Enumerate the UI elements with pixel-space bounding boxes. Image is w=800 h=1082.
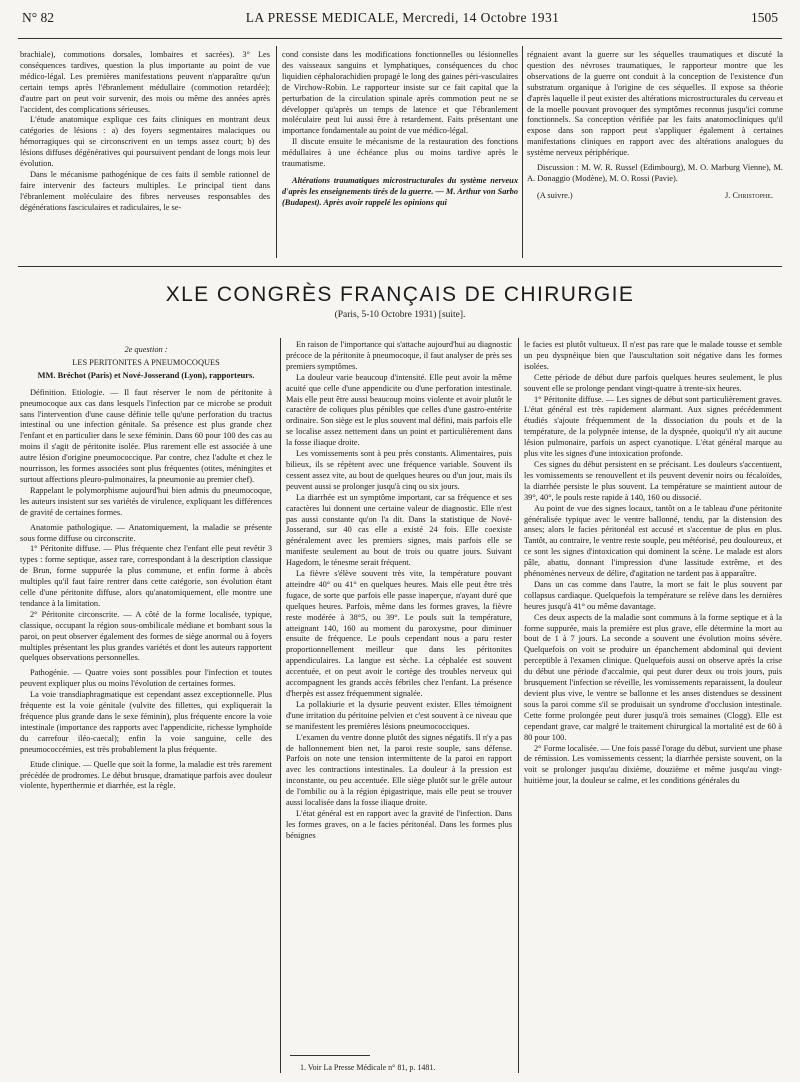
question-label: 2e question :: [124, 345, 168, 354]
footnote: 1. Voir La Presse Médicale n° 81, p. 1481.: [300, 1063, 436, 1072]
paragraph: La diarrhée est un symptôme important, car sa fréquence et ses caractères lui donnent une certaine valeur de diagnostic. Elle n'est pas aussi constante qu'on l'a dit. Dans la statistique de Nové-Josserand, sur 40 cas elle a existé 24 fois. Elle coexiste généralement avec les premiers signes, mais parfois elle se manifeste seulement au bout de trois ou quatre jours. Suivant Hagedorn, le ténesme serait fréquent.: [286, 492, 512, 568]
paragraph: cond consiste dans les modifications fonctionnelles ou lésionnelles des vaisseaux sanguins et lymphatiques, conséquences du choc liquidien céphalorachidien propagé le long des gaines péri-vasculaires de Virchow-Robin. Le rapporteur insiste sur ce fait capital que la perturbation de la circulation spinale après commotion peut ne se développer qu'après un temps de latence et que l'ébranlement moléculaire peut lui aussi être à retardement. Faits présentant une importance fondamentale au point de vue médico-légal.: [282, 50, 518, 136]
issue-number: N° 82: [22, 10, 55, 25]
paragraph: Dans un cas comme dans l'autre, la mort se fait le plus souvent par collapsus cardiaque. Quelquefois la température se relève dans les dernières heures jusqu'à 41° ou même davantage.: [524, 579, 782, 611]
congress-title: XLE CONGRÈS FRANÇAIS DE CHIRURGIE: [165, 283, 635, 306]
paragraph: Pathogénie. — Quatre voies sont possibles pour l'infection et toutes peuvent expliquer plus ou moins l'évolution de certaines formes.: [20, 668, 272, 689]
top-column-2: [282, 50, 518, 209]
to-be-continued: (A suivre.): [537, 190, 573, 200]
paragraph: L'état général est en rapport avec la gravité de l'infection. Dans les formes graves, on a le facies péritonéal. Dans les formes plus bénignes: [286, 808, 512, 840]
paragraph: Les vomissements sont à peu près constants. Alimentaires, puis bilieux, ils se répètent avec une fréquence variable. Souvent ils cessent assez vite, au bout de quelques heures ou d'un jour, mais ils peuvent aussi se prolonger jusqu'à cinq ou six jours.: [286, 449, 512, 491]
paragraph: 2° Forme localisée. — Une fois passé l'orage du début, survient une phase de rémission. Les vomissements cessent; la diarrhée persiste souvent, on la voit se prolonger jusqu'au dixième, douzième et même jusqu'au vingt-huitième jour, la douleur se calme, et les conditions générales du: [524, 743, 782, 786]
paragraph: Dans le mécanisme pathogénique de ces faits il semble rationnel de faire intervenir des facteurs multiples. Le principal tient dans l'ébranlement moléculaire des fibres nerveuses responsables des dégénérations fasciculaires et radiculaires, le se-: [20, 169, 270, 212]
paragraph: Définition. Etiologie. — Il faut réserver le nom de péritonite à pneumocoque aux cas dans lesquels l'infection par ce microbe se produit sans l'intervention d'une cause définie telle qu'une perforation du tractus intestinal ou une infection génitale. Sa présence est plus grande chez l'enfant et en particulier dans le sexe féminin. Dans 60 pour 100 des cas au moins il s'agit de péritonite isolée. Plus rarement elle est associée à une autre lésion d'origine pneumococcique. Par contre, chez l'adulte et chez le nourrisson, les formes associées sont plus fréquentes (otites, méningites et surtout affections pleuro-pulmonaires, la pneumonie au premier chef).: [20, 387, 272, 484]
paragraph: 2° Péritonite circonscrite. — A côté de la forme localisée, typique, classique, occupant la région sous-ombilicale médiane et bombant sous la paroi, on peut observer également des formes de siège anormal ou à foyers multiples présentant les plus grandes variétés et dont les auteurs rapportent quelques observations personnelles.: [20, 609, 272, 663]
discussion: Discussion : M. W. R. Russel (Edimbourg), M. O. Marburg Vienne), M. A. Donaggio (Modène), M. O. Rossi (Pavie).: [527, 163, 783, 183]
paragraph: La fièvre s'élève souvent très vite, la température pouvant atteindre 40° ou 41° en quelques heures. Mais elle peut être très fugace, de sorte que parfois elle passe inaperçue, n'ayant duré que quelques heures. Parfois, même dans les formes graves, la fièvre reste modérée à 38°5, ou 39°. Le pouls suit la température, atteignant 140, 160 au moment du paroxysme, pour diminuer ensuite de fréquence. Le pouls cependant nous a paru rester proportionnellement meilleur que dans les péritonites appendiculaires. La langue est sèche. La céphalée est souvent accentuée, et on peut avoir le cortège des troubles nerveux qui accompagnent les grands accès fébriles chez l'enfant. La présence d'herpès est assez fréquemment signalée.: [286, 569, 512, 698]
paragraph: Etude clinique. — Quelle que soit la forme, la maladie est très rarement précédée de prodromes. Le début brusque, dramatique parfois avec douleur violente, hyperthermie et diarrhée, est la règle.: [20, 759, 272, 791]
header-rule: [18, 38, 782, 39]
paragraph: La voie transdiaphragmatique est cependant assez exceptionnelle. Plus fréquente est la voie génitale (vulvite des fillettes, qui expliquerait la fréquence plus grande dans le sexe féminin), plus fréquente encore la voie intestinale (importance des rapports avec l'appendicite, richesse lymphoïde du carrefour iléo-caecal); enfin la voie sanguine, celle des pneumococcémies, est très probablement la plus fréquente.: [20, 690, 272, 754]
paragraph: 1° Péritonite diffuse. — Plus fréquente chez l'enfant elle peut revêtir 3 types : forme septique, assez rare, correspondant à la description classique de Brun, forme suppurée la plus commune, et enfin forme à abcès multiples qu'il faut faire rentrer dans cette catégorie, son évolution étant celle d'une péritonite diffuse, alors qu'anatomiquement, elle montre une tendance à la limitation.: [20, 544, 272, 608]
paragraph: Rappelant le polymorphisme aujourd'hui bien admis du pneumocoque, les auteurs insistent sur ses variétés de virulence, expliquant les différences de gravité de certaines formes.: [20, 485, 272, 517]
paragraph: brachiale), commotions dorsales, lombaires et sacrées). 3° Les conséquences tardives, question la plus importante au point de vue médico-légal. Les premières manifestations peuvent n'apparaître qu'un certain temps après l'ébranlement médullaire (commotion retardée); d'autre part on peut voir survenir, des mois ou même des années après l'accident, des complications sérieuses.: [20, 50, 270, 114]
paragraph: La douleur varie beaucoup d'intensité. Elle peut avoir la même acuité que celle d'une appendicite ou d'une perforation intestinale. Mais elle peut être aussi beaucoup moins violente et avoir plutôt le caractère de coliques plus pénibles que celles d'une gastro-entérite ordinaire. Son siège est le plus souvent mal défini, mais parfois elle se localise assez nettement dans un point et particulièrement dans la fosse iliaque droite.: [286, 372, 512, 448]
paragraph: Ces signes du début persistent en se précisant. Les douleurs s'accentuent, les vomissements se renouvellent et ils peuvent devenir noirs ou fécaloïdes, la diarrhée persiste le plus souvent. La température se maintient autour de 39°, 40°, le pouls reste rapide à 140, 160 ou dissocié.: [524, 459, 782, 502]
paragraph: Anatomie pathologique. — Anatomiquement, la maladie se présente sous forme diffuse ou circonscrite.: [20, 522, 272, 543]
body-column-1: [20, 345, 272, 792]
column-rule: [522, 46, 523, 258]
column-rule: [276, 46, 277, 258]
paragraph: le facies est plutôt vultueux. Il n'est pas rare que le malade tousse et semble un peu dyspnéique bien que l'auscultation soit négative dans les formes isolées.: [524, 340, 782, 371]
paragraph: L'étude anatomique explique ces faits cliniques en montrant deux catégories de lésions : a) des foyers segmentaires malaciques ou hémorragiques qui se circonscrivent en un temps assez court; b) des lésions diffuses dégénératives qui poursuivent pendant de longs mois leur évolution.: [20, 115, 270, 169]
paragraph: 1° Péritonite diffuse. — Les signes de début sont particulièrement graves. L'état général est très rapidement alarmant. Aux signes précédemment étudiés s'ajoute fréquemment de la dissociation du pouls et de la température, de la polypnée intense, de la dyspnée, quoiqu'il n'y ait aucune lésion pulmonaire, parfois un aspect cyanotique. L'état général marque au plus vite les signes d'une intoxication profonde.: [524, 394, 782, 459]
column-rule: [518, 338, 519, 1073]
rapporteurs: MM. Bréchot (Paris) et Nové-Josserand (Lyon), rapporteurs.: [37, 370, 255, 380]
paragraph: En raison de l'importance qui s'attache aujourd'hui au diagnostic précoce de la péritonite à pneumocoque, il faut analyser de près ses premiers symptômes.: [286, 340, 512, 371]
paragraph: régnaient avant la guerre sur les séquelles traumatiques et discuté la question des névroses traumatiques, le rapporteur montre que les observations de la guerre ont conduit à la conception de l'existence d'un substratum organique à l'origine de ces séquelles. Il expose sa théorie d'après laquelle il peut exister des altérations microstructurales du cerveau et de la moelle pouvant provoquer des symptômes reconnus jusqu'ici comme fonctionnels. Sa conception vérifiée par les faits anatomocliniques qu'il expose dans son rapport peut s'appliquer également à certaines manifestations cliniques en rapport avec des altérations analogues du système nerveux périphérique.: [527, 50, 783, 158]
column-rule: [280, 338, 281, 1073]
body-column-3: [524, 340, 782, 787]
body-column-2: [286, 340, 512, 842]
section-rule: [18, 266, 782, 267]
paragraph: Au point de vue des signes locaux, tantôt on a le tableau d'une péritonite généralisée typique avec le ventre ballonné, tendu, par la distension des anses; alors le facies péritonéal est accusé et s'accentue de plus en plus. Tantôt, au contraire, le ventre reste souple, peu météorisé, peu douloureux, et ce sont les signes d'intoxication qui dominent la scène. Le malade est alors pâle, abattu, donnant l'impression d'une lassitude extrême, et des phénomènes nerveux de délire, d'agitation ne tardent pas à apparaître.: [524, 503, 782, 579]
footnote-rule: [290, 1055, 370, 1056]
question-title: LES PERITONITES A PNEUMOCOQUES: [72, 357, 220, 367]
running-header: [22, 10, 778, 30]
report-heading: Altérations traumatiques microstructurales du système nerveux d'après les enseignements tirés de la guerre. — M. Arthur von Sarbo (Budapest). Après avoir rappelé les opinions qui: [282, 175, 518, 207]
paragraph: La pollakiurie et la dysurie peuvent exister. Elles témoignent d'une irritation du péritoine pelvien et c'est souvent à ce niveau que se manifestent les premières lésions pneumococciques.: [286, 699, 512, 731]
paragraph: L'examen du ventre donne plutôt des signes négatifs. Il n'y a pas de ballonnement bien net, la paroi reste souple, sans défense. Parfois on note une tension intermittente de la paroi en rapport avec les contractions intestinales. La douleur à la pression est inconstante, ou peu accentuée. Elle siège plutôt sur le grêle autour de l'ombilic ou à la région épigastrique, mais elle peut se trouver aussi localisée dans la fosse iliaque droite.: [286, 732, 512, 808]
top-column-1: [20, 50, 270, 214]
paragraph: Il discute ensuite le mécanisme de la restauration des fonctions médullaires à une échéance plus ou moins tardive après le traumatisme.: [282, 137, 518, 169]
paragraph: Cette période de début dure parfois quelques heures seulement, le plus souvent elle se prolonge pendant vingt-quatre à trente-six heures.: [524, 372, 782, 393]
congress-subtitle: (Paris, 5-10 Octobre 1931) [suite].: [334, 310, 466, 320]
paragraph: Ces deux aspects de la maladie sont communs à la forme septique et à la forme suppurée, mais la première est plus grave, elle détermine la mort au bout de 1 à 7 jours. La seconde a souvent une évolution moins sévère. Quelquefois on voit se produire un épanchement abdominal qui devient perceptible à l'examen clinique. Quelquefois aussi on observe après la crise du début une période d'accalmie, qui peut durer deux ou trois jours, puis brusquement l'infection se réveille, les vomissements reparaissent, la douleur devient plus vive, le ventre se ballonne et les anses distendues se dessinent sous la paroi comme s'il se produisait un syndrome d'occlusion intestinale. Cette forme prolongée peut durer jusqu'à trois semaines (Clogg). Elle est cependant grave, car malgré le traitement chirurgical la mortalité est de 60 à 80 pour 100.: [524, 612, 782, 742]
journal-title: LA PRESSE MEDICALE, Mercredi, 14 Octobre 1931: [245, 10, 560, 25]
author-signature: J. Christophe.: [725, 190, 773, 200]
page-number: 1505: [751, 10, 778, 25]
top-column-3: [527, 50, 783, 202]
